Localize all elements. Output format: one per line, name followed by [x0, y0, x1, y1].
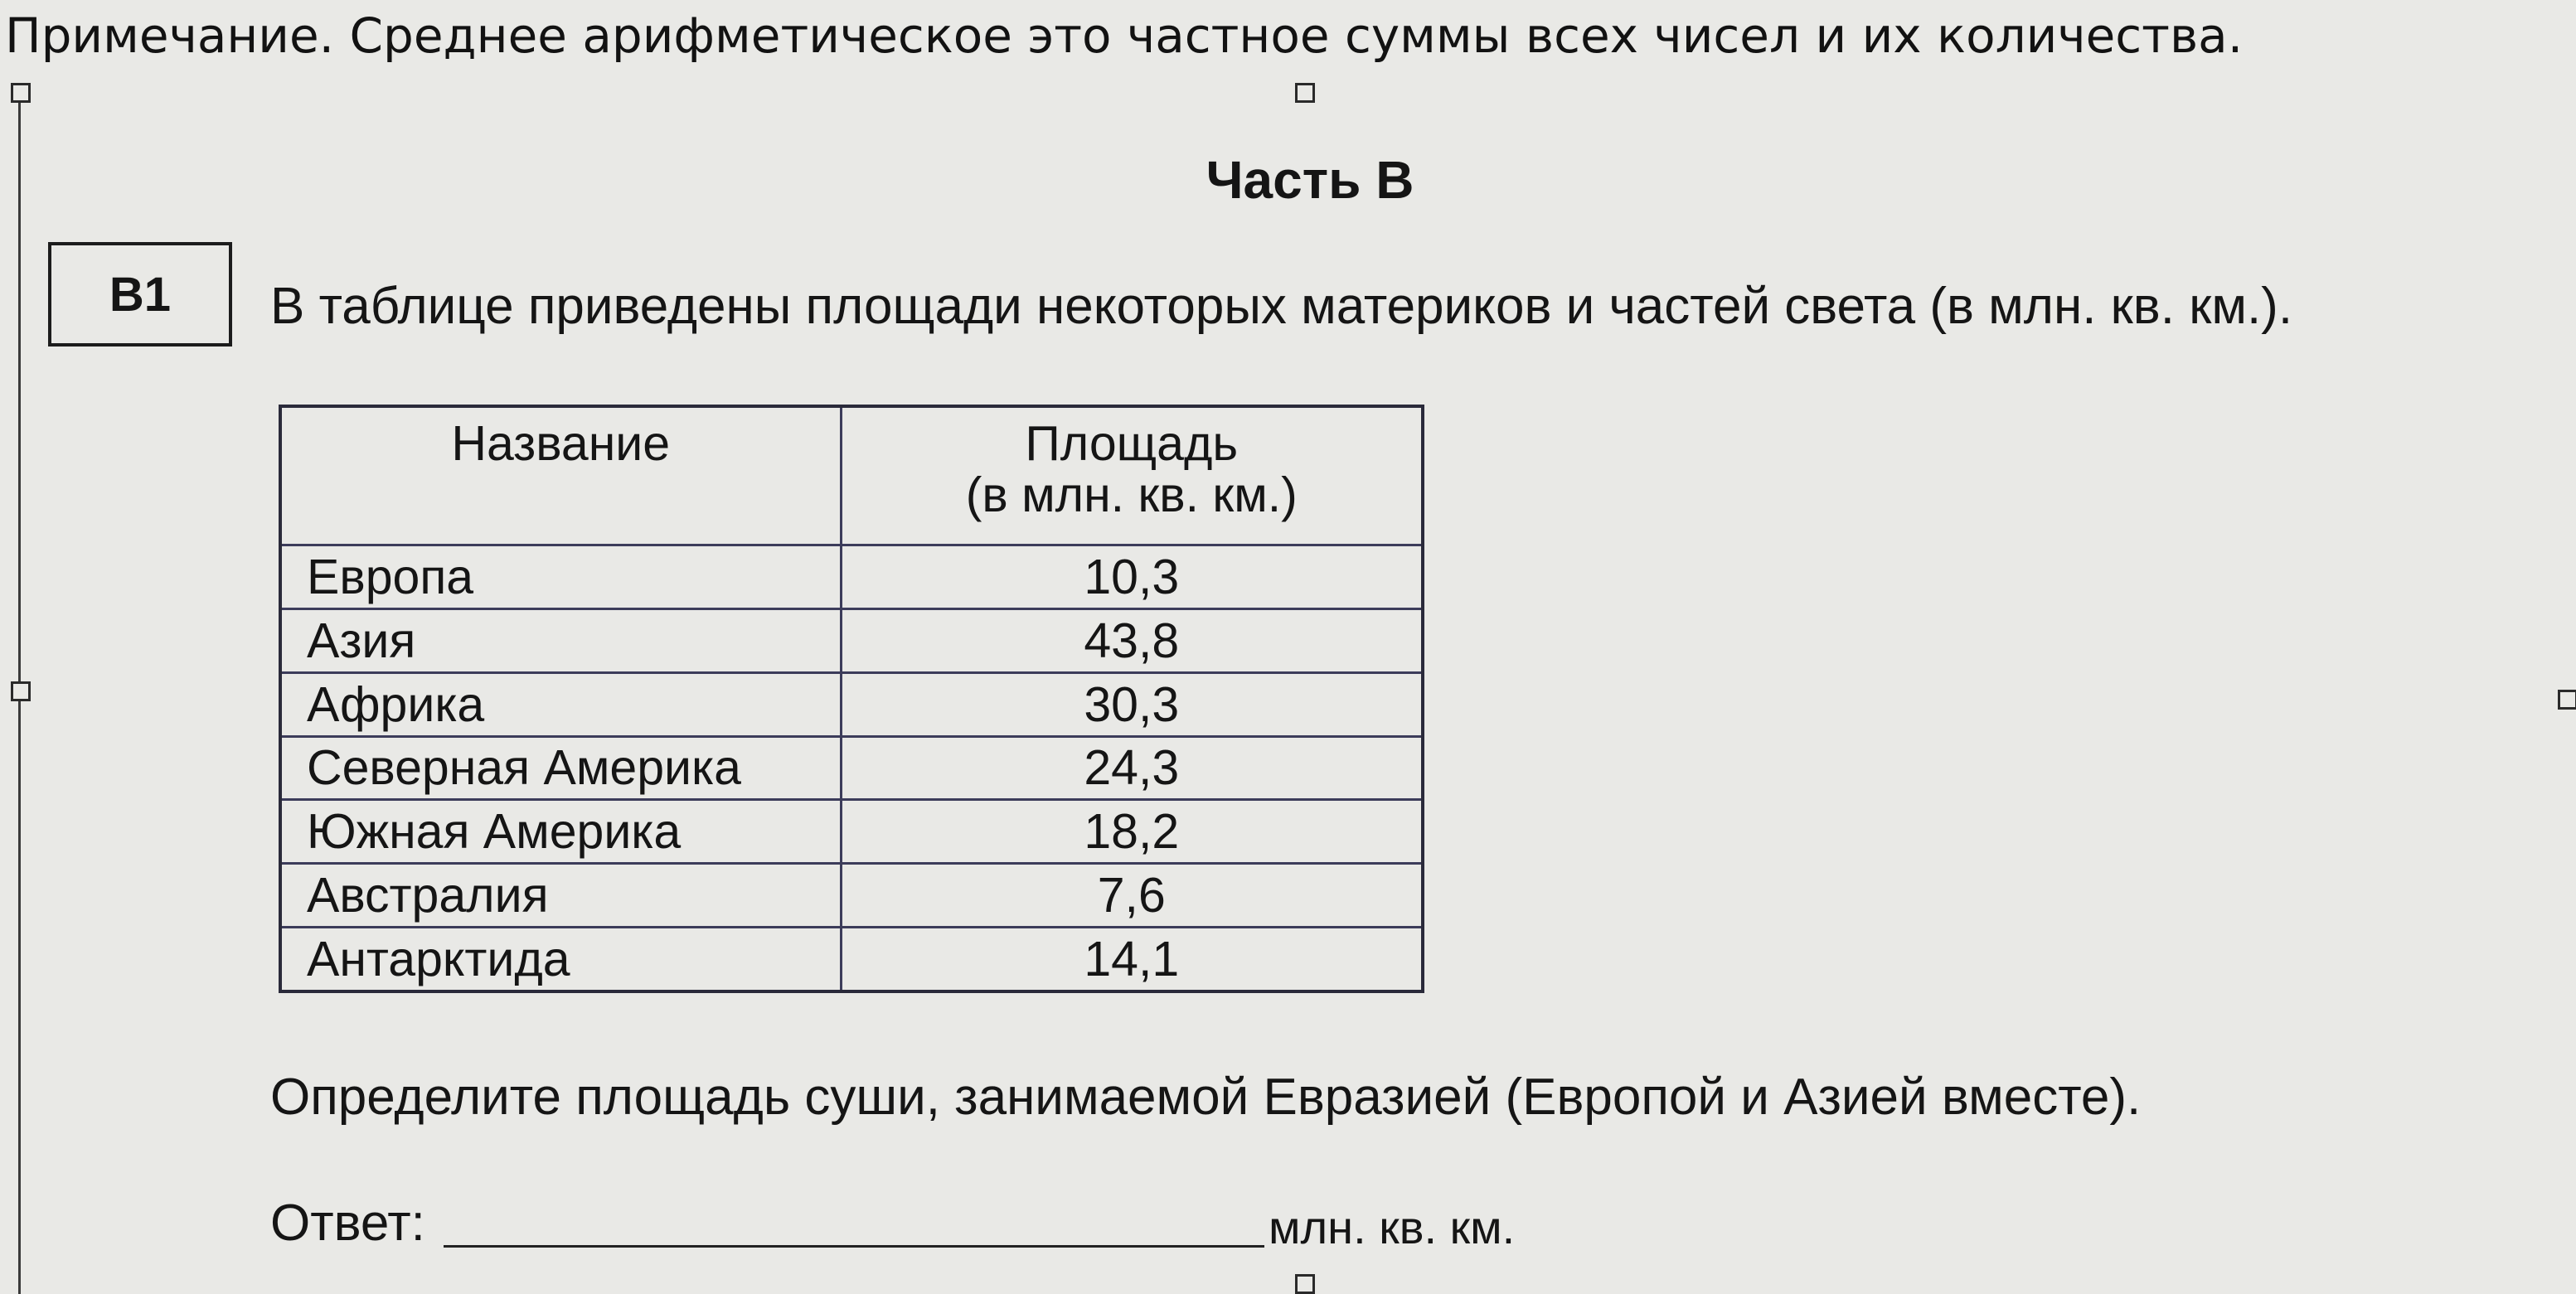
column-header-area — [841, 406, 1423, 545]
note-text: Примечание. Среднее арифметическое это частное суммы всех чисел и их количества. — [5, 7, 2244, 64]
table-row — [280, 928, 1423, 991]
table-row — [280, 864, 1423, 928]
row-area-cell: 43,8 — [841, 608, 1423, 672]
row-name-cell: Антарктида — [280, 928, 841, 991]
answer-unit: млн. кв. км. — [1269, 1201, 1516, 1253]
table-row — [280, 736, 1423, 800]
answer-blank-line[interactable] — [444, 1245, 1264, 1248]
row-name-cell: Австралия — [280, 864, 841, 928]
frame-resize-handle-left[interactable] — [11, 681, 31, 701]
table-row — [280, 672, 1423, 736]
row-name-cell: Южная Америка — [280, 800, 841, 864]
row-name-cell: Европа — [280, 545, 841, 609]
answer-label: Ответ: — [270, 1195, 425, 1252]
continent-area-table — [279, 405, 1424, 993]
row-area-cell: 14,1 — [841, 928, 1423, 991]
frame-resize-handle-right[interactable] — [2558, 690, 2576, 710]
part-title: Часть В — [1206, 150, 1414, 210]
row-area-cell: 7,6 — [841, 864, 1423, 928]
row-area-cell: 10,3 — [841, 545, 1423, 609]
table-row — [280, 545, 1423, 609]
row-area-cell: 18,2 — [841, 800, 1423, 864]
row-area-cell: 24,3 — [841, 736, 1423, 800]
column-header-name: Название — [280, 406, 841, 545]
row-area-cell: 30,3 — [841, 672, 1423, 736]
row-name-cell: Африка — [280, 672, 841, 736]
task-number-box — [48, 242, 232, 347]
frame-resize-handle-top-left[interactable] — [11, 83, 31, 103]
row-name-cell: Северная Америка — [280, 736, 841, 800]
column-header-area-text: Площадь (в млн. кв. км.) — [965, 416, 1298, 522]
task-number: В1 — [109, 267, 172, 322]
question-text: Определите площадь суши, занимаемой Евразией (Европой и Азией вместе). — [270, 1069, 2142, 1126]
frame-resize-handle-bottom[interactable] — [1295, 1274, 1315, 1294]
table-row — [280, 608, 1423, 672]
row-name-cell: Азия — [280, 608, 841, 672]
task-statement: В таблице приведены площади некоторых материков и частей света (в млн. кв. км.). — [270, 278, 2293, 335]
frame-resize-handle-top[interactable] — [1295, 83, 1315, 103]
table-header-row — [280, 406, 1423, 545]
table-row — [280, 800, 1423, 864]
